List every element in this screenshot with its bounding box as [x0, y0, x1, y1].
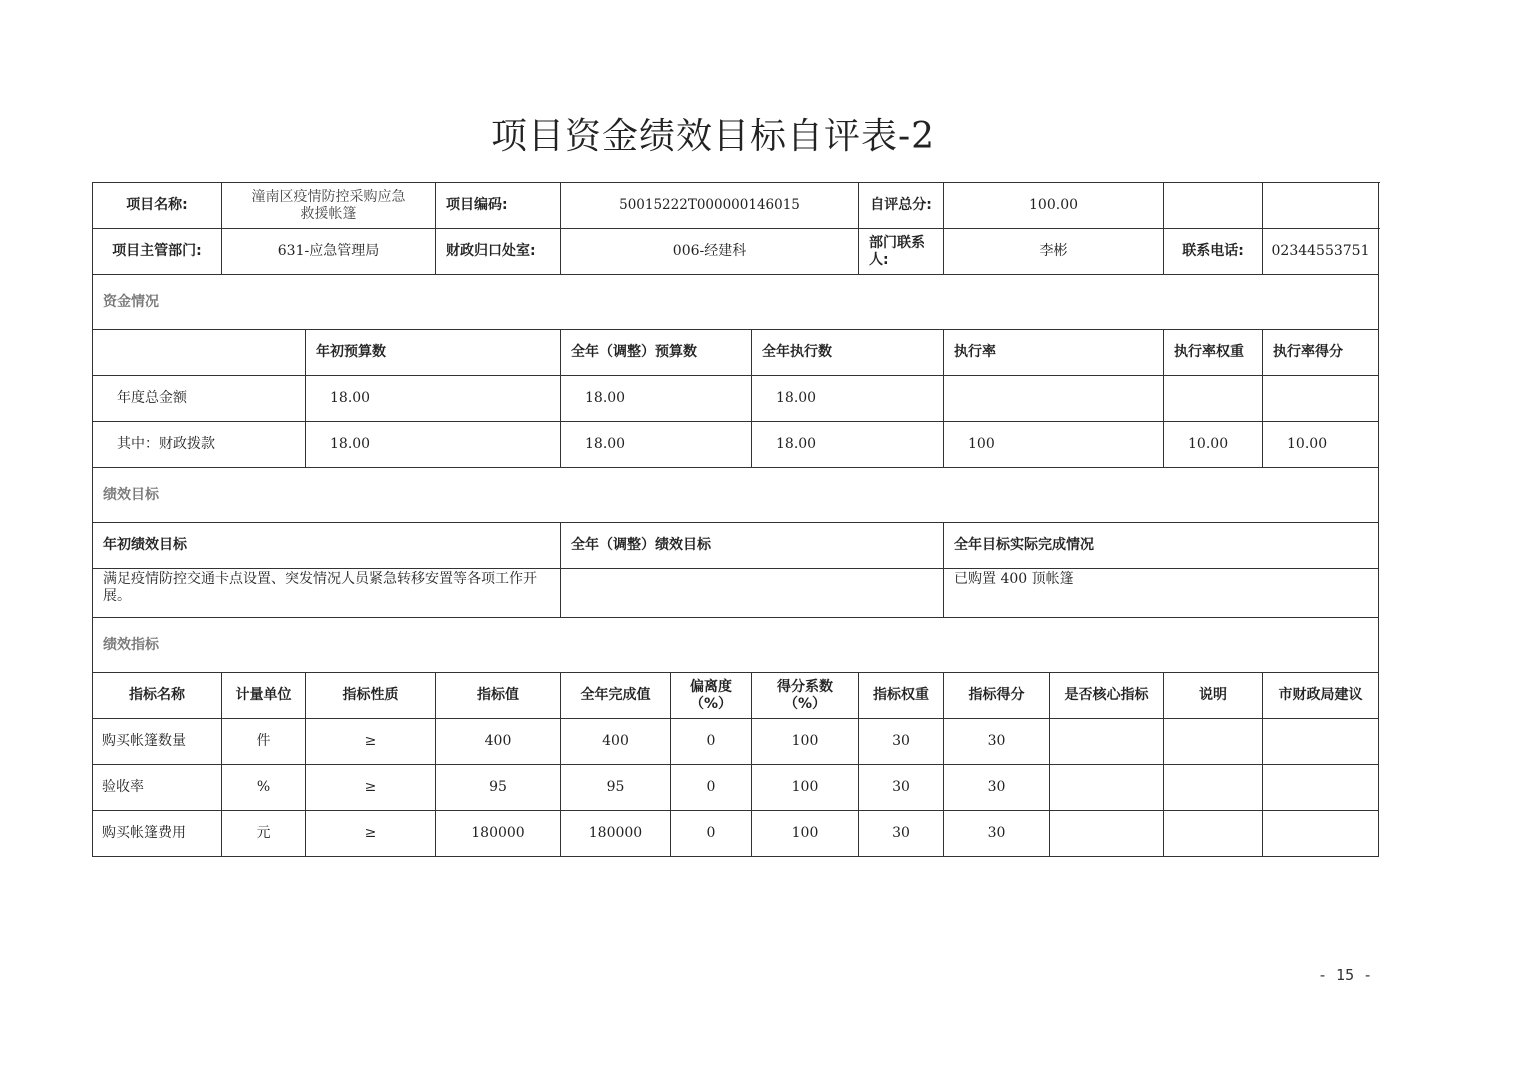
page-title: 项目资金绩效目标自评表-2 [490, 116, 936, 157]
funds-row [93, 422, 1379, 468]
indicator-cell: 30 [944, 811, 1050, 857]
indicator-cell: 400 [436, 719, 561, 765]
indicator-row [93, 765, 1379, 811]
indicator-cell [1050, 811, 1164, 857]
funds-cell [944, 376, 1164, 422]
funds-header: 执行率得分 [1263, 330, 1379, 376]
funds-cell: 18.00 [561, 422, 752, 468]
indicator-cell: 100 [752, 719, 859, 765]
indicator-header: 是否核心指标 [1050, 673, 1164, 719]
indicator-cell: 95 [561, 765, 671, 811]
funds-cell: 10.00 [1263, 422, 1379, 468]
indicator-cell: 0 [671, 811, 752, 857]
indicator-cell: 元 [222, 811, 306, 857]
info-row-2 [93, 229, 1379, 275]
indicator-header: 计量单位 [222, 673, 306, 719]
funds-row-label: 其中：财政拨款 [93, 422, 306, 468]
indicator-cell [1164, 765, 1263, 811]
empty-cell [93, 330, 306, 376]
indicator-cell: 0 [671, 719, 752, 765]
goals-header: 年初绩效目标 [93, 523, 561, 569]
score-label: 自评总分: [859, 183, 944, 229]
indicator-cell: 0 [671, 765, 752, 811]
funds-cell: 18.00 [306, 376, 561, 422]
funds-cell: 10.00 [1164, 422, 1263, 468]
funds-cell: 18.00 [561, 376, 752, 422]
funds-header: 年初预算数 [306, 330, 561, 376]
goals-section-title: 绩效目标 [93, 468, 1379, 523]
goals-header: 全年（调整）绩效目标 [561, 523, 944, 569]
indicator-cell: 30 [859, 719, 944, 765]
goals-header-row [93, 523, 1379, 569]
indicator-header: 指标性质 [306, 673, 436, 719]
project-name-label: 项目名称: [93, 183, 222, 229]
indicator-cell [1050, 765, 1164, 811]
indicator-cell: ≥ [306, 765, 436, 811]
funds-cell: 18.00 [306, 422, 561, 468]
indicator-header: 指标权重 [859, 673, 944, 719]
indicator-header: 市财政局建议 [1263, 673, 1379, 719]
funds-cell: 18.00 [752, 376, 944, 422]
indicators-section-row [93, 618, 1379, 673]
goals-actual: 已购置 400 顶帐篷 [944, 569, 1379, 618]
indicator-cell: 件 [222, 719, 306, 765]
phone-label: 联系电话: [1164, 229, 1263, 275]
contact-value: 李彬 [944, 229, 1164, 275]
funds-section-row [93, 275, 1379, 330]
score-value: 100.00 [944, 183, 1164, 229]
indicator-name: 购买帐篷费用 [93, 811, 222, 857]
indicator-cell [1164, 719, 1263, 765]
indicator-cell: 30 [859, 765, 944, 811]
funds-row-label: 年度总金额 [93, 376, 306, 422]
indicator-cell: 180000 [436, 811, 561, 857]
performance-table [92, 182, 1379, 857]
funds-section-title: 资金情况 [93, 275, 1379, 330]
indicator-cell: 30 [859, 811, 944, 857]
indicator-cell: 95 [436, 765, 561, 811]
indicator-header: 指标名称 [93, 673, 222, 719]
funds-cell: 100 [944, 422, 1164, 468]
finance-value: 006-经建科 [561, 229, 859, 275]
empty-cell [1164, 183, 1263, 229]
info-row-1 [93, 183, 1379, 229]
funds-cell: 18.00 [752, 422, 944, 468]
funds-header: 执行率 [944, 330, 1164, 376]
goals-row [93, 569, 1379, 618]
empty-cell [1263, 183, 1379, 229]
page-number: - 15 - [1318, 966, 1373, 984]
indicator-header: 指标得分 [944, 673, 1050, 719]
indicator-cell [1050, 719, 1164, 765]
goals-section-row [93, 468, 1379, 523]
indicator-header: 得分系数（%） [752, 673, 859, 719]
indicators-header-row [93, 673, 1379, 719]
indicator-cell: 100 [752, 811, 859, 857]
indicator-header: 全年完成值 [561, 673, 671, 719]
dept-label: 项目主管部门: [93, 229, 222, 275]
indicator-cell: 400 [561, 719, 671, 765]
funds-header: 全年（调整）预算数 [561, 330, 752, 376]
indicator-cell: % [222, 765, 306, 811]
indicator-cell: 30 [944, 719, 1050, 765]
indicator-header: 偏离度（%） [671, 673, 752, 719]
funds-cell [1263, 376, 1379, 422]
indicator-cell [1263, 811, 1379, 857]
indicator-cell: ≥ [306, 811, 436, 857]
indicator-row [93, 811, 1379, 857]
funds-header-row [93, 330, 1379, 376]
indicator-cell [1164, 811, 1263, 857]
project-name-value: 潼南区疫情防控采购应急救援帐篷 [222, 183, 436, 229]
project-code-label: 项目编码: [436, 183, 561, 229]
indicator-name: 购买帐篷数量 [93, 719, 222, 765]
indicator-cell: ≥ [306, 719, 436, 765]
goals-header: 全年目标实际完成情况 [944, 523, 1379, 569]
finance-label: 财政归口处室: [436, 229, 561, 275]
indicator-cell [1263, 719, 1379, 765]
dept-value: 631-应急管理局 [222, 229, 436, 275]
goals-adjusted [561, 569, 944, 618]
indicator-header: 说明 [1164, 673, 1263, 719]
indicator-name: 验收率 [93, 765, 222, 811]
funds-row [93, 376, 1379, 422]
phone-value: 02344553751 [1263, 229, 1379, 275]
indicators-section-title: 绩效指标 [93, 618, 1379, 673]
indicator-cell: 100 [752, 765, 859, 811]
indicator-cell [1263, 765, 1379, 811]
contact-label: 部门联系人: [859, 229, 944, 275]
indicator-row [93, 719, 1379, 765]
indicator-header: 指标值 [436, 673, 561, 719]
goals-initial: 满足疫情防控交通卡点设置、突发情况人员紧急转移安置等各项工作开展。 [93, 569, 561, 618]
funds-header: 执行率权重 [1164, 330, 1263, 376]
funds-header: 全年执行数 [752, 330, 944, 376]
indicator-cell: 30 [944, 765, 1050, 811]
indicator-cell: 180000 [561, 811, 671, 857]
funds-cell [1164, 376, 1263, 422]
project-code-value: 50015222T000000146015 [561, 183, 859, 229]
